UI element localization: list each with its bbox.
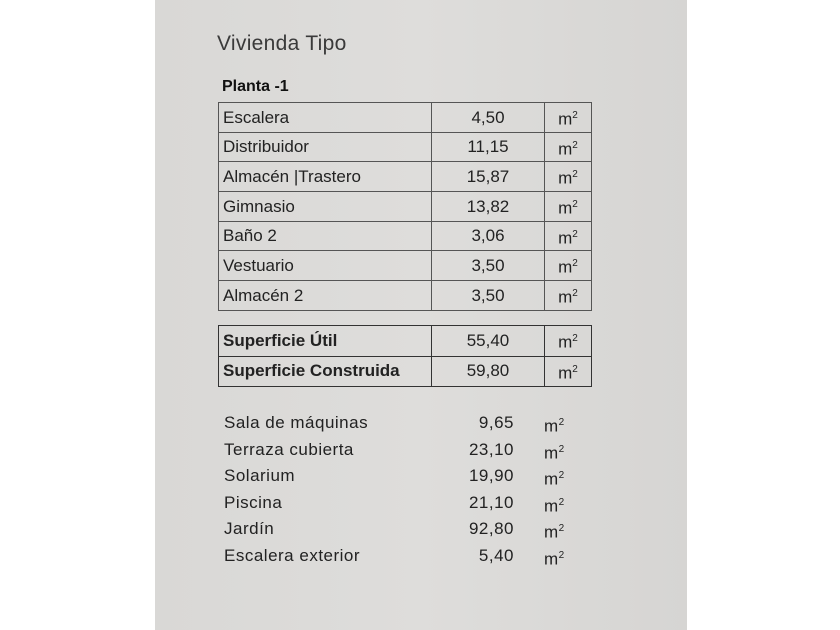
extra-area: 19,90: [468, 466, 514, 486]
room-area: 4,50: [432, 103, 545, 133]
extra-area: 92,80: [468, 519, 514, 539]
room-label: Distribuidor: [219, 132, 432, 162]
totals-table: [218, 325, 592, 387]
total-label: Superficie Útil: [219, 326, 432, 357]
room-label: Escalera: [219, 103, 432, 133]
rooms-table: [218, 102, 592, 311]
extra-label: Jardín: [224, 519, 275, 539]
room-area: 13,82: [432, 191, 545, 221]
extra-label: Escalera exterior: [224, 545, 361, 565]
room-label: Almacén 2: [219, 280, 432, 310]
extra-area: 21,10: [468, 492, 514, 512]
total-area: 55,40: [432, 326, 545, 357]
extra-label: Sala de máquinas: [224, 413, 369, 432]
room-area: 11,15: [432, 132, 545, 162]
extra-unit: $m^2$: [544, 443, 565, 463]
total-label: Superficie Construida: [219, 356, 432, 387]
room-unit: $m^2$: [545, 221, 592, 251]
extra-label: Solarium: [224, 466, 296, 486]
table-row: [219, 326, 592, 357]
extra-unit: $m^2$: [544, 469, 565, 489]
table-row: [219, 221, 592, 251]
room-area: 15,87: [432, 162, 545, 192]
table-row: [219, 132, 592, 162]
table-row: [219, 356, 592, 387]
room-unit: $m^2$: [545, 132, 592, 162]
extra-unit: $m^2$: [544, 496, 565, 516]
total-area: 59,80: [432, 356, 545, 387]
table-row: [219, 162, 592, 192]
room-label: Almacén |Trastero: [219, 162, 432, 192]
room-unit: $m^2$: [545, 191, 592, 221]
room-unit: $m^2$: [545, 251, 592, 281]
extra-unit: $m^2$: [544, 523, 565, 543]
table-row: [219, 251, 592, 281]
table-row: [219, 191, 592, 221]
room-area: 3,06: [432, 221, 545, 251]
extra-unit: $m^2$: [544, 416, 565, 436]
room-label: Vestuario: [219, 251, 432, 281]
room-label: Baño 2: [219, 221, 432, 251]
total-unit: $m^2$: [545, 356, 592, 387]
room-label: Gimnasio: [219, 191, 432, 221]
extra-area: 5,40: [478, 545, 514, 565]
room-unit: $m^2$: [545, 162, 592, 192]
page-title: Vivienda Tipo: [217, 32, 347, 55]
table-row: [219, 280, 592, 310]
extra-area: 9,65: [478, 413, 514, 432]
room-area: 3,50: [432, 251, 545, 281]
extra-unit: $m^2$: [544, 549, 565, 569]
room-unit: $m^2$: [545, 280, 592, 310]
section-heading: Planta -1: [222, 78, 289, 95]
room-area: 3,50: [432, 280, 545, 310]
extra-label: Terraza cubierta: [224, 439, 354, 459]
total-unit: $m^2$: [545, 326, 592, 357]
table-row: [219, 103, 592, 133]
extra-area: 23,10: [468, 439, 514, 459]
room-unit: $m^2$: [545, 103, 592, 133]
extra-label: Piscina: [224, 492, 283, 512]
